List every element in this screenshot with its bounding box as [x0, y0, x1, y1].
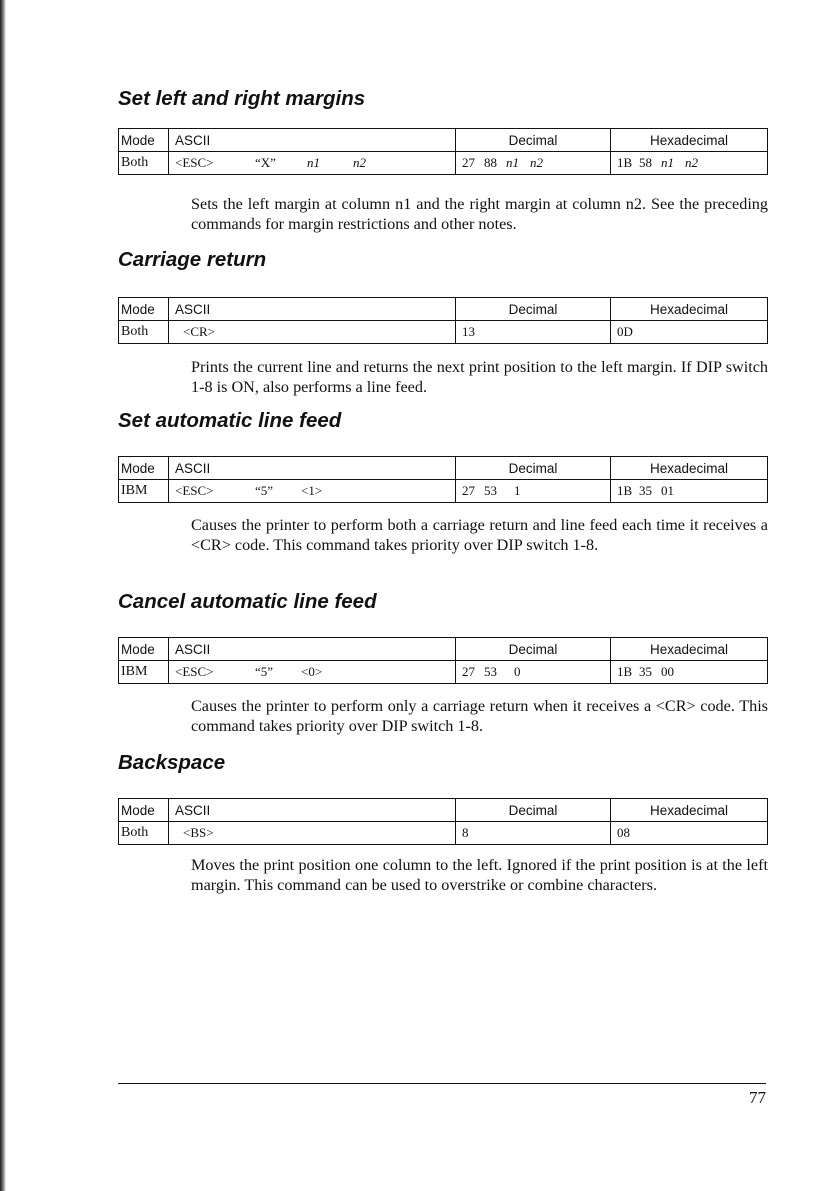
ascii-cell [169, 661, 456, 684]
section-cancel-auto-line-feed [118, 587, 768, 752]
section-title: Backspace [118, 751, 226, 774]
hex-token: 00 [661, 664, 674, 679]
ascii-cell [169, 822, 456, 845]
mode-cell: IBM [119, 480, 169, 503]
table-row [119, 661, 768, 684]
section-description: Sets the left margin at column n1 and the right margin at column n2. See the preceding commands for margin restrictions and other notes. [191, 195, 768, 233]
section-set-margins [118, 84, 768, 244]
decimal-token: 27 [462, 155, 475, 170]
decimal-token: 27 [462, 483, 475, 498]
ascii-token: <ESC> [175, 483, 214, 498]
decimal-token: 13 [462, 324, 475, 339]
table-header-row [119, 799, 768, 822]
section-title: Set left and right margins [118, 87, 366, 110]
decimal-cell [456, 661, 611, 684]
decimal-token: 1 [514, 483, 521, 498]
decimal-cell [456, 321, 611, 344]
table-header-row [119, 129, 768, 152]
decimal-token: 0 [514, 664, 521, 679]
hex-token: 08 [617, 825, 630, 840]
section-title: Set automatic line feed [118, 409, 342, 432]
command-table [118, 798, 768, 845]
header-decimal: Decimal [456, 799, 611, 822]
header-decimal: Decimal [456, 298, 611, 321]
decimal-token: n1 [506, 155, 519, 170]
header-decimal: Decimal [456, 129, 611, 152]
ascii-token: <ESC> [175, 155, 214, 170]
hex-token: 35 [639, 664, 652, 679]
ascii-token: n1 [307, 155, 320, 170]
page-number: 77 [749, 1088, 766, 1107]
hex-token: n2 [685, 155, 698, 170]
header-hex: Hexadecimal [611, 129, 768, 152]
hex-token: 1B [617, 155, 633, 170]
header-ascii: ASCII [169, 457, 456, 480]
header-mode: Mode [119, 638, 169, 661]
hex-cell [611, 822, 768, 845]
table-row [119, 321, 768, 344]
hex-cell [611, 480, 768, 503]
page-binding-edge [0, 0, 6, 1191]
hex-cell [611, 661, 768, 684]
ascii-cell [169, 480, 456, 503]
section-description: Causes the printer to perform both a carriage return and line feed each time it receives a <CR> code. This command takes priority over DIP switch 1-8. [191, 516, 768, 554]
header-mode: Mode [119, 129, 169, 152]
hex-token: 1B [617, 664, 633, 679]
hex-token: 58 [639, 155, 652, 170]
command-table [118, 128, 768, 175]
header-hex: Hexadecimal [611, 799, 768, 822]
hex-token: 01 [661, 483, 674, 498]
decimal-token: 88 [484, 155, 497, 170]
section-backspace [118, 748, 768, 948]
decimal-token: 27 [462, 664, 475, 679]
table-header-row [119, 638, 768, 661]
hex-cell [611, 321, 768, 344]
ascii-token: “X” [255, 155, 276, 170]
ascii-token: “5” [255, 664, 274, 679]
section-description: Prints the current line and returns the next print position to the left margin. If DIP switch 1-8 is ON, also performs a line feed. [191, 358, 768, 396]
command-table [118, 456, 768, 503]
hex-cell [611, 152, 768, 175]
decimal-token: 53 [484, 664, 497, 679]
header-mode: Mode [119, 457, 169, 480]
decimal-cell [456, 480, 611, 503]
footer-rule [118, 1083, 766, 1084]
decimal-cell [456, 152, 611, 175]
header-decimal: Decimal [456, 457, 611, 480]
header-ascii: ASCII [169, 298, 456, 321]
section-title: Cancel automatic line feed [118, 590, 377, 613]
ascii-token: <0> [301, 664, 323, 679]
header-ascii: ASCII [169, 129, 456, 152]
decimal-token: 8 [462, 825, 469, 840]
decimal-token: 53 [484, 483, 497, 498]
header-hex: Hexadecimal [611, 298, 768, 321]
table-row [119, 152, 768, 175]
header-mode: Mode [119, 298, 169, 321]
section-carriage-return [118, 245, 768, 405]
table-header-row [119, 457, 768, 480]
mode-cell: Both [119, 822, 169, 845]
header-hex: Hexadecimal [611, 638, 768, 661]
mode-cell: Both [119, 321, 169, 344]
ascii-cell [169, 321, 456, 344]
header-ascii: ASCII [169, 799, 456, 822]
header-mode: Mode [119, 799, 169, 822]
hex-token: 0D [617, 324, 633, 339]
decimal-token: n2 [530, 155, 543, 170]
ascii-token: <BS> [183, 825, 214, 840]
command-table [118, 297, 768, 344]
decimal-cell [456, 822, 611, 845]
mode-cell: IBM [119, 661, 169, 684]
mode-cell: Both [119, 152, 169, 175]
hex-token: 35 [639, 483, 652, 498]
ascii-cell [169, 152, 456, 175]
ascii-token: “5” [255, 483, 274, 498]
section-title: Carriage return [118, 248, 267, 271]
header-hex: Hexadecimal [611, 457, 768, 480]
header-decimal: Decimal [456, 638, 611, 661]
table-row [119, 822, 768, 845]
section-set-auto-line-feed [118, 406, 768, 586]
ascii-token: <ESC> [175, 664, 214, 679]
command-table [118, 637, 768, 684]
table-row [119, 480, 768, 503]
ascii-token: <CR> [183, 324, 216, 339]
table-header-row [119, 298, 768, 321]
hex-token: 1B [617, 483, 633, 498]
hex-token: n1 [661, 155, 674, 170]
section-description: Moves the print position one column to the left. Ignored if the print position is at the left margin. This command can be used to overstrike or combine characters. [191, 856, 768, 894]
section-description: Causes the printer to perform only a carriage return when it receives a <CR> code. This command takes priority over DIP switch 1-8. [191, 697, 768, 735]
ascii-token: <1> [301, 483, 323, 498]
ascii-token: n2 [353, 155, 366, 170]
header-ascii: ASCII [169, 638, 456, 661]
